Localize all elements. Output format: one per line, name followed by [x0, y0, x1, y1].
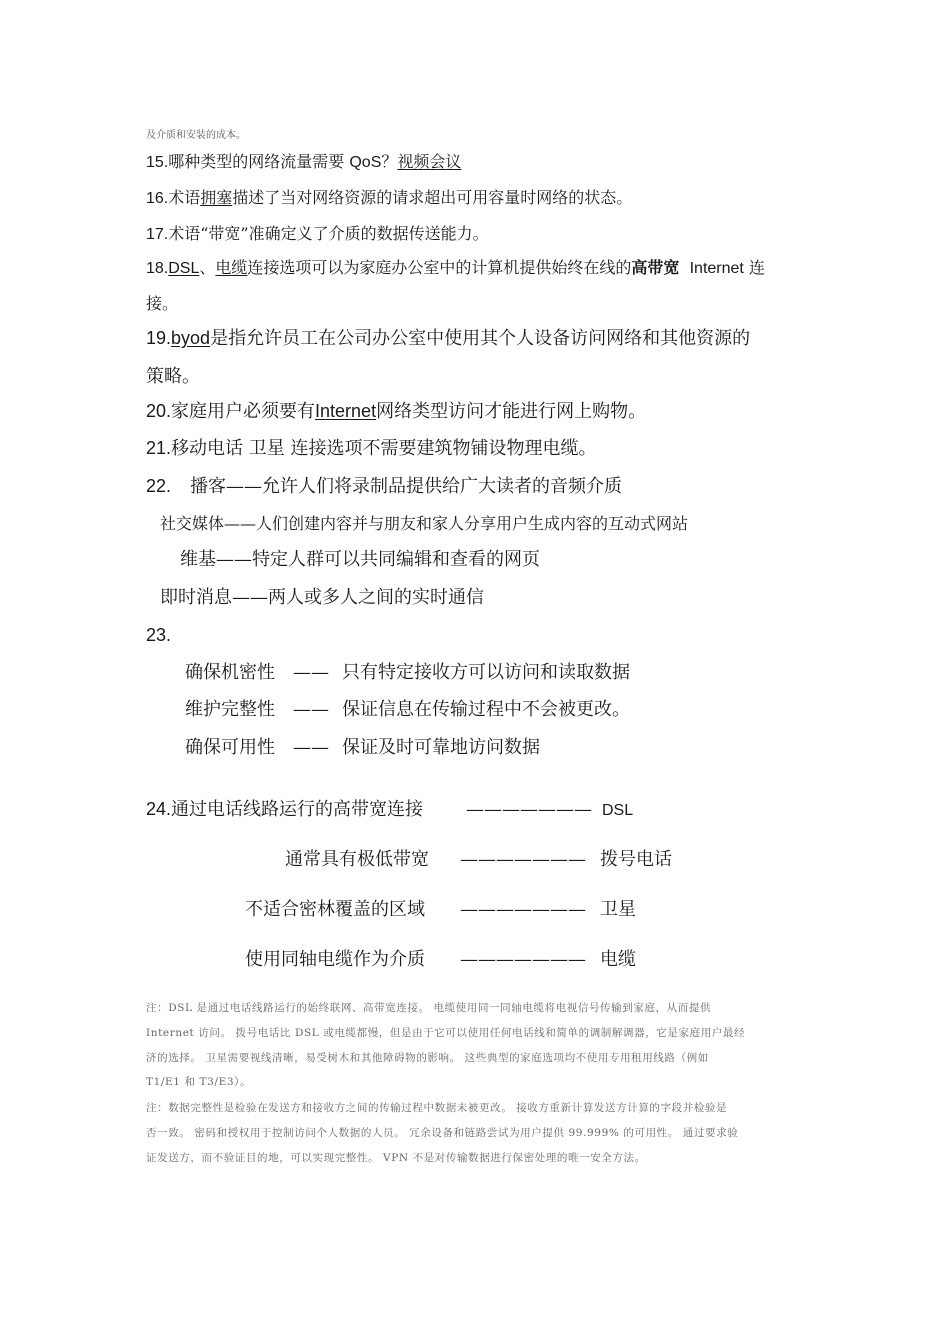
q15-prefix: 哪种类型的网络流量需要 [168, 152, 345, 171]
note-1-line: Internet 访问。 拨号电话比 DSL 或电缆都慢，但是由于它可以使用任何电话线和简单的调制解调器，它是家庭用户最经 [146, 1027, 746, 1039]
q24-right: 卫星 [600, 899, 636, 920]
q18-middle: 连接选项可以为家庭办公室中的计算机提供始终在线的 [247, 258, 632, 277]
q20-prefix: 家庭用户必须要有 [171, 401, 316, 422]
q15-mark: ？ [381, 152, 398, 171]
q17-text: 术语“带宽”准确定义了介质的数据传送能力。 [168, 224, 489, 243]
q15-answer: 视频会议 [397, 152, 462, 171]
top-fragment: 及介质和安装的成本。 [146, 130, 246, 141]
q23-term: 确保机密性 [185, 662, 275, 683]
q22-item: 即时消息——两人或多人之间的实时通信 [160, 587, 484, 608]
question-19 [146, 328, 750, 350]
q23-number: 23. [146, 625, 172, 645]
question-16 [146, 188, 632, 208]
q16-prefix: 术语 [168, 188, 201, 207]
q24-left: 使用同轴电缆作为介质 [245, 949, 425, 970]
question-17 [146, 224, 489, 244]
q20-number: 20. [146, 401, 172, 421]
q24-dash: ——————— [460, 849, 586, 870]
note-2-line: 证发送方，而不验证目的地，可以实现完整性。 VPN 不是对传输数据进行保密处理的唯一安全方法。 [146, 1152, 646, 1164]
q22-item: 维基——特定人群可以共同编辑和查看的网页 [180, 549, 540, 570]
q23-desc: 保证及时可靠地访问数据 [342, 737, 540, 758]
q24-right: 电缆 [600, 949, 636, 970]
q23-desc: 只有特定接收方可以访问和读取数据 [342, 662, 630, 683]
q22-number: 22. [146, 476, 172, 496]
note-1-line: 济的选择。 卫星需要视线清晰，易受树木和其他障碍物的影响。 这些典型的家庭选项均不使用专用租用线路（例如 [146, 1052, 709, 1064]
q21-text: 移动电话 卫星 连接选项不需要建筑物铺设物理电缆。 [171, 438, 597, 459]
q18-line-2: 接。 [146, 294, 179, 313]
q21-number: 21. [146, 438, 172, 458]
question-18 [146, 258, 765, 278]
q15-qos: QoS [349, 154, 382, 171]
q15-number: 15. [146, 154, 169, 171]
q19-text: 是指允许员工在公司办公室中使用其个人设备访问网络和其他资源的 [210, 328, 751, 349]
q16-answer: 拥塞 [200, 188, 233, 207]
q23-desc: 保证信息在传输过程中不会被更改。 [342, 699, 630, 720]
q18-bold-term: 高带宽 [631, 258, 680, 277]
q20-suffix: 网络类型访问才能进行网上购物。 [376, 401, 647, 422]
note-1-line: T1/E1 和 T3/E3）。 [146, 1076, 252, 1088]
q19-number: 19. [146, 328, 172, 348]
q23-term: 确保可用性 [185, 737, 275, 758]
q20-answer: Internet [315, 401, 377, 421]
question-21 [146, 438, 596, 460]
q16-suffix: 描述了当对网络资源的请求超出可用容量时网络的状态。 [232, 188, 633, 207]
question-20 [146, 401, 646, 423]
q18-internet: Internet [689, 260, 744, 277]
note-1-line: 注：DSL 是通过电话线路运行的始终联网、高带宽连接。 电缆使用同一同轴电缆将电视信号传输到家庭，从而提供 [146, 1002, 712, 1014]
q23-dash: —— [293, 699, 329, 720]
q24-number: 24. [146, 799, 172, 819]
q24-left: 不适合密林覆盖的区域 [245, 899, 425, 920]
q19-line-2: 策略。 [146, 366, 200, 387]
q16-number: 16. [146, 190, 169, 207]
q24-left: 通常具有极低带宽 [285, 849, 429, 870]
q23-term: 维护完整性 [185, 699, 275, 720]
q18-end: 连 [748, 258, 765, 277]
q24-dash: ——————— [466, 799, 592, 820]
q22-item: 社交媒体——人们创建内容并与朋友和家人分享用户生成内容的互动式网站 [160, 514, 689, 533]
question-15 [146, 152, 461, 172]
q24-dash: ——————— [460, 949, 586, 970]
q19-answer: byod [171, 328, 211, 348]
q22-item: 播客——允许人们将录制品提供给广大读者的音频介质 [190, 476, 622, 497]
q18-answer-dsl: DSL [168, 260, 200, 277]
q18-number: 18. [146, 260, 169, 277]
note-2-line: 否一致。 密码和授权用于控制访问个人数据的人员。 冗余设备和链路尝试为用户提供 99.999% 的可用性。 通过要求验 [146, 1127, 739, 1139]
q17-number: 17. [146, 226, 169, 243]
q24-row-1 [146, 799, 423, 821]
q23-dash: —— [293, 662, 329, 683]
q24-right: 拨号电话 [600, 849, 672, 870]
q24-dash: ——————— [460, 899, 586, 920]
note-2-line: 注：数据完整性是检验在发送方和接收方之间的传输过程中数据未被更改。 接收方重新计算发送方计算的字段并检验是 [146, 1102, 728, 1114]
q18-answer-cable: 电缆 [215, 258, 248, 277]
q24-right: DSL [602, 802, 634, 819]
q24-left: 通过电话线路运行的高带宽连接 [171, 799, 424, 820]
q23-dash: —— [293, 737, 329, 758]
q18-separator: 、 [199, 258, 216, 277]
